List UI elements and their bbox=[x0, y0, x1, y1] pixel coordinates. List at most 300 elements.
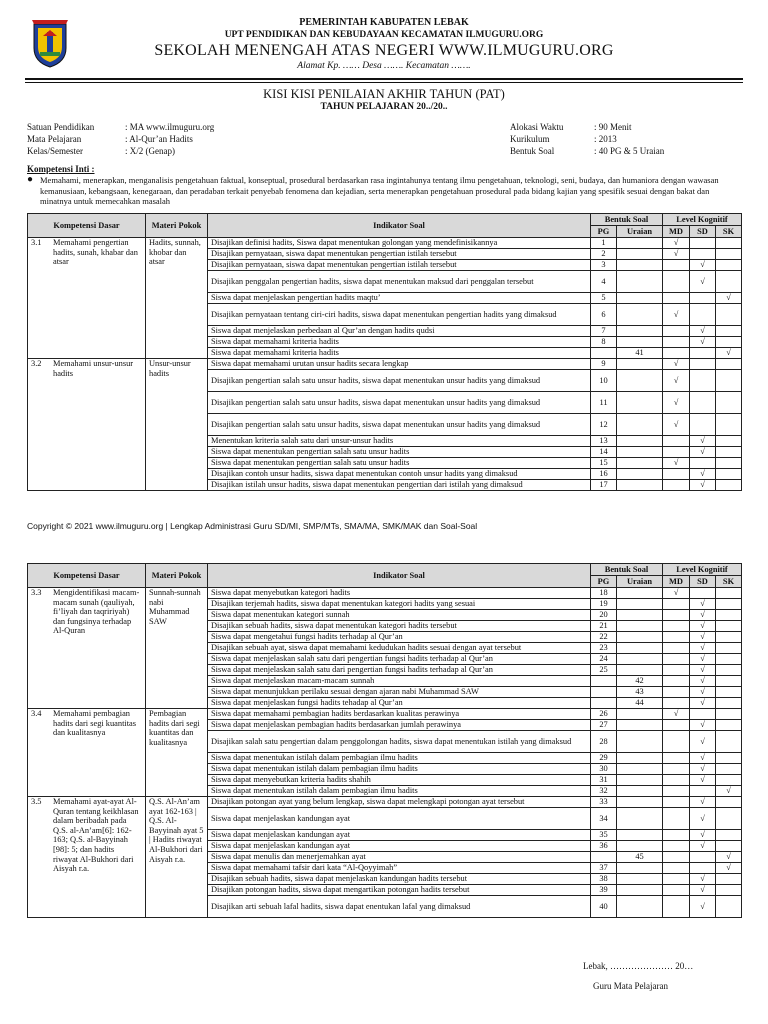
pg-number-cell bbox=[591, 698, 617, 709]
competence-number: 3.4 bbox=[31, 709, 42, 718]
indicator-cell: Disajikan pernyataan, siswa dapat menentukan pengertian istilah tersebut bbox=[208, 249, 591, 260]
essay-number-cell bbox=[617, 359, 663, 370]
indicator-cell: Disajikan definisi hadits, Siswa dapat menentukan golongan yang mendefinisikannya bbox=[208, 238, 591, 249]
level-sk-cell bbox=[716, 469, 742, 480]
indicator-cell: Siswa dapat menentukan pengertian salah satu unsur hadits bbox=[208, 447, 591, 458]
indicator-cell: Disajikan pernyataan tentang ciri-ciri hadits, siswa dapat menentukan pengertian hadits yang dimaksud bbox=[208, 304, 591, 326]
header-level-kognitif: Level Kognitif bbox=[663, 564, 742, 576]
check-icon: √ bbox=[700, 764, 705, 774]
header-sd: SD bbox=[690, 576, 716, 588]
essay-number-cell bbox=[617, 370, 663, 392]
essay-number-cell: 43 bbox=[617, 687, 663, 698]
level-sd-cell bbox=[690, 720, 716, 731]
pg-number-cell: 3 bbox=[591, 260, 617, 271]
check-icon: √ bbox=[700, 676, 705, 686]
level-sd-cell bbox=[690, 632, 716, 643]
competence-number: 3.1 bbox=[31, 238, 42, 247]
indicator-cell: Siswa dapat mengetahui fungsi hadits terhadap al Qur’an bbox=[208, 632, 591, 643]
level-sd-cell bbox=[690, 469, 716, 480]
pg-number-cell: 32 bbox=[591, 786, 617, 797]
header-pg: PG bbox=[591, 226, 617, 238]
level-md-cell bbox=[663, 632, 690, 643]
level-md-cell bbox=[663, 687, 690, 698]
level-sk-cell bbox=[716, 654, 742, 665]
essay-number-cell bbox=[617, 654, 663, 665]
essay-number-cell bbox=[617, 753, 663, 764]
check-icon: √ bbox=[700, 841, 705, 851]
indicator-cell: Siswa dapat menjelaskan salah satu dari pengertian fungsi hadits terhadap al Qur’an bbox=[208, 654, 591, 665]
indicator-cell: Disajikan terjemah hadits, siswa dapat menentukan kategori hadits yang sesuai bbox=[208, 599, 591, 610]
meta-value: : 90 Menit bbox=[594, 122, 632, 132]
level-sk-cell bbox=[716, 830, 742, 841]
level-sd-cell bbox=[690, 304, 716, 326]
level-sk-cell bbox=[716, 698, 742, 709]
level-sd-cell bbox=[690, 370, 716, 392]
pg-number-cell: 36 bbox=[591, 841, 617, 852]
meta-row bbox=[510, 145, 664, 157]
level-sk-cell bbox=[716, 786, 742, 797]
check-icon: √ bbox=[700, 643, 705, 653]
level-sk-cell bbox=[716, 392, 742, 414]
level-sk-cell bbox=[716, 326, 742, 337]
essay-number-cell bbox=[617, 863, 663, 874]
pg-number-cell: 2 bbox=[591, 249, 617, 260]
level-md-cell bbox=[663, 643, 690, 654]
letterhead-divider-thin bbox=[25, 82, 743, 83]
essay-number-cell bbox=[617, 621, 663, 632]
check-icon: √ bbox=[673, 419, 679, 429]
level-sk-cell bbox=[716, 709, 742, 720]
indicator-cell: Siswa dapat menjelaskan salah satu dari pengertian fungsi hadits terhadap al Qur’an bbox=[208, 665, 591, 676]
check-icon: √ bbox=[700, 874, 705, 884]
level-sk-cell bbox=[716, 885, 742, 896]
level-md-cell bbox=[663, 775, 690, 786]
level-sk-cell bbox=[716, 753, 742, 764]
level-sk-cell bbox=[716, 260, 742, 271]
competence-text: Memahami ayat-ayat Al-Quran tentang keikhlasan dalam beribadah pada Q.S. al-An’am[6]: 162-163; Q.S. al-Bayyinah [98]: 5; dan hadits riwayat Al-Bukhori dari Aisyah r.a. bbox=[53, 797, 139, 874]
level-sd-cell bbox=[690, 808, 716, 830]
level-sd-cell bbox=[690, 348, 716, 359]
level-sk-cell bbox=[716, 359, 742, 370]
essay-number-cell: 42 bbox=[617, 676, 663, 687]
competence-text: Memahami unsur-unsur hadits bbox=[53, 359, 134, 378]
level-md-cell bbox=[663, 863, 690, 874]
check-icon: √ bbox=[700, 337, 705, 347]
check-icon: √ bbox=[700, 469, 705, 479]
copyright-notice: Copyright © 2021 www.ilmuguru.org | Lengkap Administrasi Guru SD/MI, SMP/MTs, SMA/MA, SMK/MAK dan Soal-Soal bbox=[27, 521, 478, 531]
check-icon: √ bbox=[700, 665, 705, 675]
competence-cell bbox=[28, 238, 146, 359]
level-md-cell bbox=[663, 469, 690, 480]
pg-number-cell: 1 bbox=[591, 238, 617, 249]
level-md-cell bbox=[663, 348, 690, 359]
header-kd: Kompetensi Dasar bbox=[28, 564, 146, 588]
essay-number-cell: 44 bbox=[617, 698, 663, 709]
level-md-cell bbox=[663, 709, 690, 720]
level-sk-cell bbox=[716, 632, 742, 643]
check-icon: √ bbox=[700, 654, 705, 664]
level-sk-cell bbox=[716, 852, 742, 863]
pg-number-cell: 25 bbox=[591, 665, 617, 676]
essay-number-cell bbox=[617, 480, 663, 491]
pg-number-cell: 10 bbox=[591, 370, 617, 392]
essay-number-cell bbox=[617, 665, 663, 676]
header-indikator: Indikator Soal bbox=[208, 214, 591, 238]
pg-number-cell: 22 bbox=[591, 632, 617, 643]
level-md-cell bbox=[663, 797, 690, 808]
indicator-cell: Disajikan salah satu pengertian dalam penggolongan hadits, siswa dapat menentukan istilah yang dimaksud bbox=[208, 731, 591, 753]
pg-number-cell bbox=[591, 687, 617, 698]
grid-table-2 bbox=[27, 563, 742, 918]
level-sk-cell bbox=[716, 458, 742, 469]
level-md-cell bbox=[663, 480, 690, 491]
level-sk-cell bbox=[716, 720, 742, 731]
meta-value: : X/2 (Genap) bbox=[125, 146, 175, 157]
check-icon: √ bbox=[673, 249, 679, 259]
header-uraian: Uraian bbox=[617, 576, 663, 588]
pg-number-cell: 26 bbox=[591, 709, 617, 720]
level-sd-cell bbox=[690, 337, 716, 348]
check-icon: √ bbox=[700, 599, 705, 609]
indicator-cell: Disajikan penggalan pengertian hadits, siswa dapat menentukan maksud dari penggalan tersebut bbox=[208, 271, 591, 293]
essay-number-cell bbox=[617, 599, 663, 610]
school-address: Alamat Kp. …… Desa ……. Kecamatan ……. bbox=[297, 61, 471, 71]
essay-number-cell bbox=[617, 337, 663, 348]
level-md-cell bbox=[663, 436, 690, 447]
meta-value: : 2013 bbox=[594, 134, 617, 145]
level-sk-cell bbox=[716, 797, 742, 808]
pg-number-cell: 17 bbox=[591, 480, 617, 491]
level-sk-cell bbox=[716, 610, 742, 621]
essay-number-cell bbox=[617, 469, 663, 480]
check-icon: √ bbox=[673, 588, 679, 598]
essay-number-cell bbox=[617, 447, 663, 458]
check-icon: √ bbox=[700, 687, 705, 697]
essay-number-cell bbox=[617, 304, 663, 326]
level-sd-cell bbox=[690, 797, 716, 808]
essay-number-cell bbox=[617, 896, 663, 918]
essay-number-cell bbox=[617, 830, 663, 841]
pg-number-cell: 13 bbox=[591, 436, 617, 447]
level-sk-cell bbox=[716, 348, 742, 359]
material-cell: Q.S. Al-An’am ayat 162-163 | Q.S. Al-Bayyinah ayat 5 | Hadits riwayat Al-Bukhori dari Aisyah r.a. bbox=[146, 797, 208, 918]
level-md-cell bbox=[663, 238, 690, 249]
essay-number-cell bbox=[617, 414, 663, 436]
essay-number-cell bbox=[617, 874, 663, 885]
check-icon: √ bbox=[726, 293, 731, 303]
level-md-cell bbox=[663, 588, 690, 599]
table-row bbox=[28, 797, 742, 808]
check-icon: √ bbox=[726, 852, 731, 862]
level-md-cell bbox=[663, 896, 690, 918]
meta-right bbox=[510, 121, 664, 158]
pg-number-cell: 30 bbox=[591, 764, 617, 775]
level-sd-cell bbox=[690, 830, 716, 841]
indicator-cell: Siswa dapat memahami kriteria hadits bbox=[208, 337, 591, 348]
essay-number-cell bbox=[617, 720, 663, 731]
pg-number-cell: 37 bbox=[591, 863, 617, 874]
check-icon: √ bbox=[673, 375, 679, 385]
level-sk-cell bbox=[716, 337, 742, 348]
competence-cell bbox=[28, 359, 146, 491]
meta-value: : Al-Qur’an Hadits bbox=[125, 134, 193, 145]
meta-left bbox=[27, 121, 214, 158]
level-sd-cell bbox=[690, 654, 716, 665]
pg-number-cell: 40 bbox=[591, 896, 617, 918]
check-icon: √ bbox=[700, 480, 705, 490]
pg-number-cell bbox=[591, 676, 617, 687]
header-pg: PG bbox=[591, 576, 617, 588]
level-sd-cell bbox=[690, 621, 716, 632]
pg-number-cell: 19 bbox=[591, 599, 617, 610]
header-sd: SD bbox=[690, 226, 716, 238]
level-sd-cell bbox=[690, 687, 716, 698]
level-sk-cell bbox=[716, 643, 742, 654]
government-name: PEMERINTAH KABUPATEN LEBAK bbox=[299, 17, 469, 28]
check-icon: √ bbox=[726, 863, 731, 873]
level-sk-cell bbox=[716, 370, 742, 392]
header-indikator: Indikator Soal bbox=[208, 564, 591, 588]
essay-number-cell bbox=[617, 326, 663, 337]
level-sd-cell bbox=[690, 447, 716, 458]
level-md-cell bbox=[663, 808, 690, 830]
meta-row bbox=[27, 133, 214, 145]
school-name: SEKOLAH MENENGAH ATAS NEGERI WWW.ILMUGURU.ORG bbox=[154, 42, 614, 59]
header-md: MD bbox=[663, 576, 690, 588]
competence-number: 3.3 bbox=[31, 588, 42, 597]
indicator-cell: Disajikan istilah unsur hadits, siswa dapat menentukan pengertian dari istilah yang dimaksud bbox=[208, 480, 591, 491]
level-md-cell bbox=[663, 841, 690, 852]
pg-number-cell: 14 bbox=[591, 447, 617, 458]
competence-text: Mengidentifikasi macam-macam sunah (qauliyah, fi’liyah dan taqririyah) dan fungsinya terhadap Al-Quran bbox=[53, 588, 140, 636]
level-sd-cell bbox=[690, 260, 716, 271]
grid-table-1 bbox=[27, 213, 742, 491]
level-sd-cell bbox=[690, 885, 716, 896]
level-md-cell bbox=[663, 830, 690, 841]
check-icon: √ bbox=[700, 260, 705, 270]
indicator-cell: Siswa dapat menjelaskan macam-macam sunnah bbox=[208, 676, 591, 687]
level-sd-cell bbox=[690, 293, 716, 304]
level-md-cell bbox=[663, 654, 690, 665]
check-icon: √ bbox=[673, 238, 679, 248]
check-icon: √ bbox=[700, 326, 705, 336]
header-sk: SK bbox=[716, 576, 742, 588]
indicator-cell: Siswa dapat menjelaskan perbedaan al Qur’an dengan hadits qudsi bbox=[208, 326, 591, 337]
level-sd-cell bbox=[690, 874, 716, 885]
indicator-cell: Disajikan contoh unsur hadits, siswa dapat menentukan contoh unsur hadits yang dimaksud bbox=[208, 469, 591, 480]
level-sk-cell bbox=[716, 676, 742, 687]
indicator-cell: Disajikan sebuah hadits, siswa dapat menentukan kategori hadits tersebut bbox=[208, 621, 591, 632]
level-sk-cell bbox=[716, 480, 742, 491]
essay-number-cell: 41 bbox=[617, 348, 663, 359]
level-md-cell bbox=[663, 874, 690, 885]
level-sd-cell bbox=[690, 436, 716, 447]
essay-number-cell bbox=[617, 238, 663, 249]
level-md-cell bbox=[663, 731, 690, 753]
indicator-cell: Menentukan kriteria salah satu dari unsur-unsur hadits bbox=[208, 436, 591, 447]
level-sd-cell bbox=[690, 610, 716, 621]
pg-number-cell: 16 bbox=[591, 469, 617, 480]
level-sk-cell bbox=[716, 687, 742, 698]
level-md-cell bbox=[663, 392, 690, 414]
level-sk-cell bbox=[716, 599, 742, 610]
indicator-cell: Disajikan pengertian salah satu unsur hadits, siswa dapat menentukan unsur hadits yang dimaksud bbox=[208, 392, 591, 414]
indicator-cell: Siswa dapat menjelaskan kandungan ayat bbox=[208, 841, 591, 852]
competence-number: 3.2 bbox=[31, 359, 42, 368]
letterhead-divider-thick bbox=[25, 78, 743, 80]
level-sd-cell bbox=[690, 764, 716, 775]
check-icon: √ bbox=[700, 885, 705, 895]
essay-number-cell bbox=[617, 271, 663, 293]
essay-number-cell bbox=[617, 709, 663, 720]
essay-number-cell bbox=[617, 775, 663, 786]
indicator-cell: Siswa dapat memahami urutan unsur hadits secara lengkap bbox=[208, 359, 591, 370]
meta-row bbox=[27, 145, 214, 157]
indicator-cell: Siswa dapat menjelaskan pengertian hadits maqtu’ bbox=[208, 293, 591, 304]
competence-text: Memahami pembagian hadits dari segi kuantitas dan kualitasnya bbox=[53, 709, 137, 738]
check-icon: √ bbox=[673, 359, 679, 369]
essay-number-cell bbox=[617, 392, 663, 414]
level-md-cell bbox=[663, 764, 690, 775]
essay-number-cell bbox=[617, 260, 663, 271]
indicator-cell: Siswa dapat menjelaskan fungsi hadits tehadap al Qur’an bbox=[208, 698, 591, 709]
table-row bbox=[28, 588, 742, 599]
level-md-cell bbox=[663, 852, 690, 863]
meta-value: : MA www.ilmuguru.org bbox=[125, 122, 215, 132]
pg-number-cell: 21 bbox=[591, 621, 617, 632]
essay-number-cell bbox=[617, 293, 663, 304]
level-sd-cell bbox=[690, 392, 716, 414]
level-md-cell bbox=[663, 414, 690, 436]
level-sd-cell bbox=[690, 271, 716, 293]
level-sk-cell bbox=[716, 808, 742, 830]
pg-number-cell: 20 bbox=[591, 610, 617, 621]
indicator-cell: Siswa dapat menjelaskan pembagian hadits berdasarkan jumlah perawinya bbox=[208, 720, 591, 731]
essay-number-cell bbox=[617, 588, 663, 599]
level-sk-cell bbox=[716, 249, 742, 260]
department-name: UPT PENDIDIKAN DAN KEBUDAYAAN KECAMATAN ILMUGURU.ORG bbox=[224, 30, 544, 40]
meta-row bbox=[510, 121, 664, 133]
essay-number-cell bbox=[617, 436, 663, 447]
meta-value: : 40 PG & 5 Uraian bbox=[594, 146, 665, 157]
pg-number-cell: 4 bbox=[591, 271, 617, 293]
indicator-cell: Siswa dapat menunjukkan perilaku sesuai dengan ajaran nabi Muhammad SAW bbox=[208, 687, 591, 698]
level-sk-cell bbox=[716, 863, 742, 874]
level-sd-cell bbox=[690, 786, 716, 797]
meta-row bbox=[510, 133, 664, 145]
check-icon: √ bbox=[700, 720, 705, 730]
pg-number-cell: 38 bbox=[591, 874, 617, 885]
pg-number-cell: 34 bbox=[591, 808, 617, 830]
essay-number-cell bbox=[617, 632, 663, 643]
level-sk-cell bbox=[716, 775, 742, 786]
level-md-cell bbox=[663, 676, 690, 687]
material-cell: Pembagian hadits dari segi kuantitas dan kualitasnya bbox=[146, 709, 208, 797]
level-sk-cell bbox=[716, 414, 742, 436]
check-icon: √ bbox=[700, 736, 705, 746]
level-md-cell bbox=[663, 359, 690, 370]
check-icon: √ bbox=[700, 797, 705, 807]
level-md-cell bbox=[663, 720, 690, 731]
level-md-cell bbox=[663, 885, 690, 896]
level-sk-cell bbox=[716, 238, 742, 249]
essay-number-cell bbox=[617, 610, 663, 621]
meta-label: Satuan Pendidikan bbox=[27, 122, 95, 132]
competence-cell bbox=[28, 588, 146, 709]
check-icon: √ bbox=[700, 813, 705, 823]
indicator-cell: Disajikan arti sebuah lafal hadits, siswa dapat enentukan lafal yang dimaksud bbox=[208, 896, 591, 918]
indicator-cell: Siswa dapat memahami kriteria hadits bbox=[208, 348, 591, 359]
essay-number-cell bbox=[617, 808, 663, 830]
level-sk-cell bbox=[716, 764, 742, 775]
check-icon: √ bbox=[726, 786, 731, 796]
pg-number-cell: 29 bbox=[591, 753, 617, 764]
check-icon: √ bbox=[700, 447, 705, 457]
check-icon: √ bbox=[700, 775, 705, 785]
level-sk-cell bbox=[716, 621, 742, 632]
indicator-cell: Siswa dapat menentukan istilah dalam pembagian ilmu hadits bbox=[208, 753, 591, 764]
pg-number-cell: 5 bbox=[591, 293, 617, 304]
level-sd-cell bbox=[690, 458, 716, 469]
level-sd-cell bbox=[690, 676, 716, 687]
level-md-cell bbox=[663, 304, 690, 326]
header-bentuk-soal: Bentuk Soal bbox=[591, 214, 663, 226]
level-sd-cell bbox=[690, 841, 716, 852]
competence-number: 3.5 bbox=[31, 797, 42, 806]
signature-place-date: Lebak, ………………… 20… bbox=[583, 961, 694, 971]
header-uraian: Uraian bbox=[617, 226, 663, 238]
level-md-cell bbox=[663, 326, 690, 337]
level-sd-cell bbox=[690, 698, 716, 709]
level-sk-cell bbox=[716, 874, 742, 885]
level-sk-cell bbox=[716, 588, 742, 599]
material-cell: Hadits, sunnah, khobar dan atsar bbox=[146, 238, 208, 359]
core-competence bbox=[27, 175, 742, 207]
pg-number-cell: 27 bbox=[591, 720, 617, 731]
competence-cell bbox=[28, 709, 146, 797]
letterhead bbox=[0, 14, 768, 74]
pg-number-cell: 8 bbox=[591, 337, 617, 348]
indicator-cell: Disajikan pengertian salah satu unsur hadits, siswa dapat menentukan unsur hadits yang dimaksud bbox=[208, 414, 591, 436]
pg-number-cell: 6 bbox=[591, 304, 617, 326]
academic-year: TAHUN PELAJARAN 20../20.. bbox=[320, 102, 448, 112]
check-icon: √ bbox=[673, 397, 679, 407]
check-icon: √ bbox=[673, 309, 679, 319]
level-sd-cell bbox=[690, 896, 716, 918]
pg-number-cell: 15 bbox=[591, 458, 617, 469]
table-row bbox=[28, 359, 742, 370]
indicator-cell: Siswa dapat menentukan kategori sunnah bbox=[208, 610, 591, 621]
bullet-icon: ● bbox=[27, 174, 34, 185]
check-icon: √ bbox=[700, 621, 705, 631]
pg-number-cell: 18 bbox=[591, 588, 617, 599]
essay-number-cell bbox=[617, 731, 663, 753]
essay-number-cell bbox=[617, 249, 663, 260]
header-materi: Materi Pokok bbox=[146, 564, 208, 588]
indicator-cell: Disajikan potongan ayat yang belum lengkap, siswa dapat melengkapi potongan ayat tersebut bbox=[208, 797, 591, 808]
level-md-cell bbox=[663, 447, 690, 458]
meta-label: Alokasi Waktu bbox=[510, 122, 564, 132]
level-sk-cell bbox=[716, 447, 742, 458]
indicator-cell: Siswa dapat menentukan pengertian salah satu unsur hadits bbox=[208, 458, 591, 469]
pg-number-cell bbox=[591, 852, 617, 863]
essay-number-cell bbox=[617, 786, 663, 797]
pg-number-cell bbox=[591, 348, 617, 359]
level-sd-cell bbox=[690, 643, 716, 654]
material-cell: Unsur-unsur hadits bbox=[146, 359, 208, 491]
header-md: MD bbox=[663, 226, 690, 238]
level-md-cell bbox=[663, 293, 690, 304]
